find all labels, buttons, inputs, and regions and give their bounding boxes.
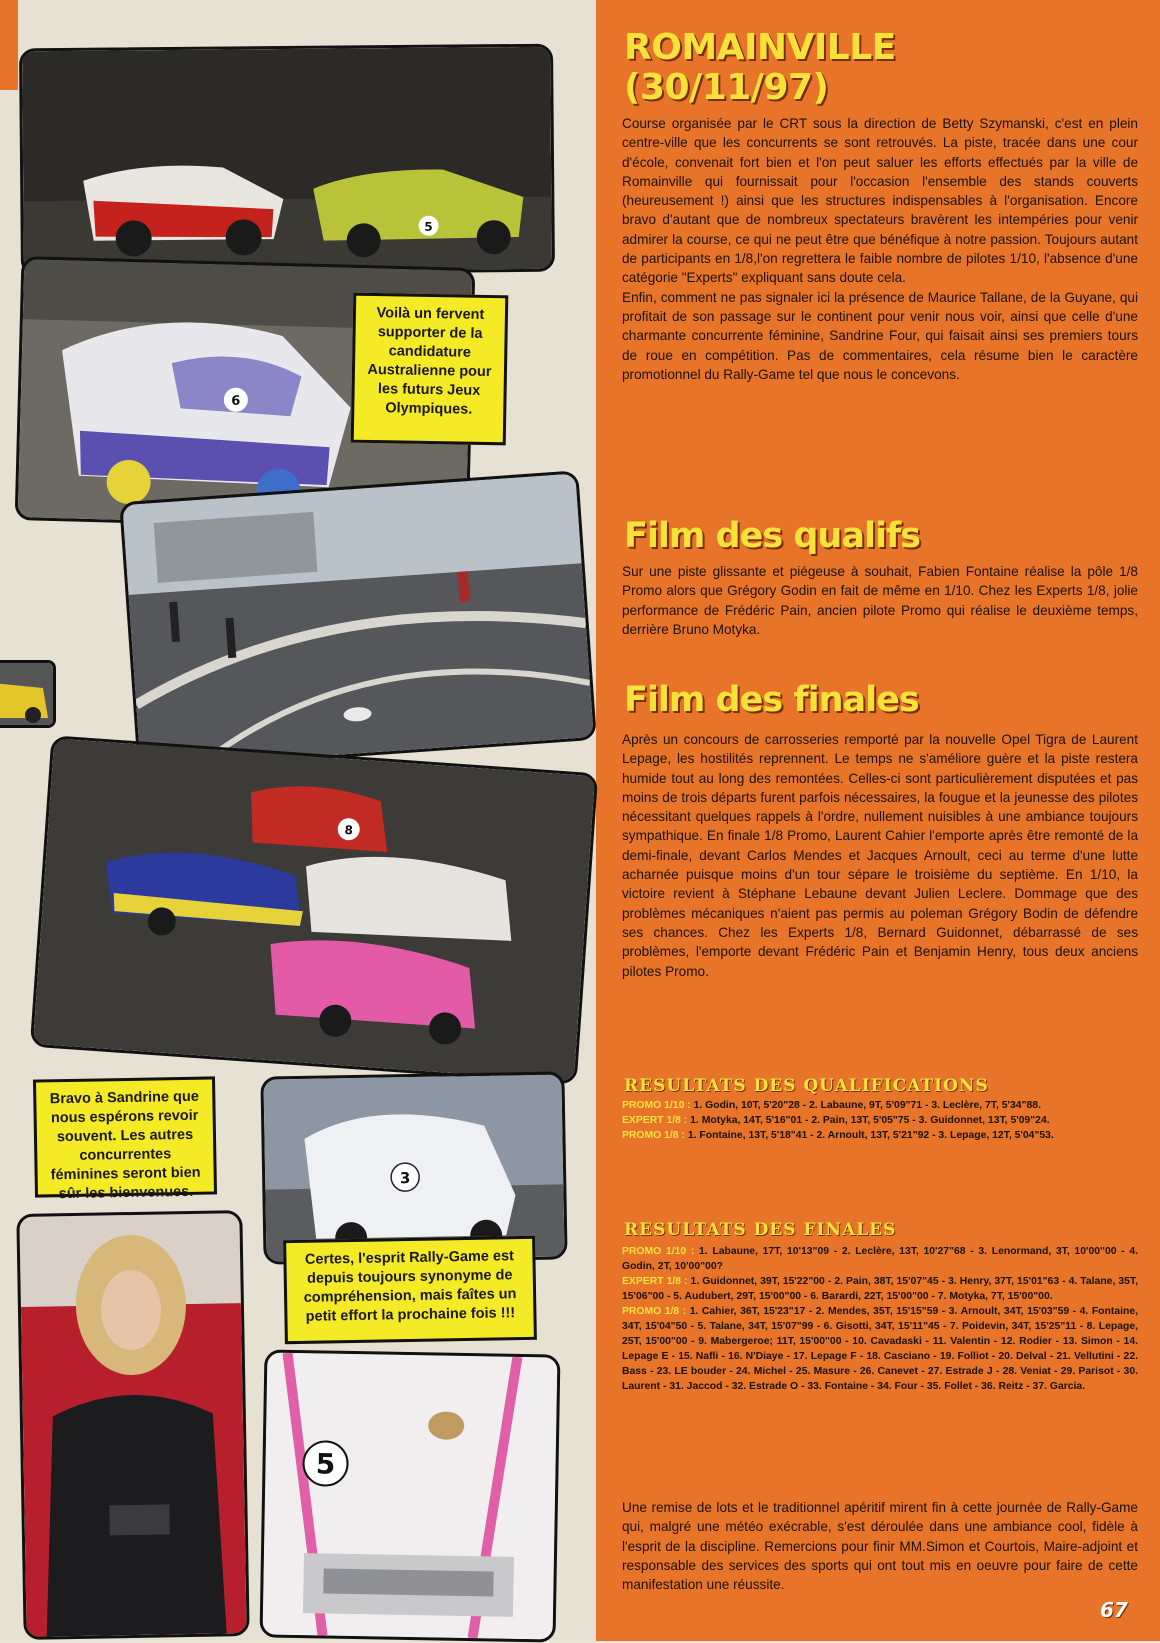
quali-results-heading: RESULTATS DES QUALIFICATIONS [624,1076,989,1096]
quali-results [622,1098,1138,1143]
quali-result-label: EXPERT 1/8 : [622,1115,688,1126]
qualifs-heading: Film des qualifs [624,516,921,556]
quali-result-row [622,1113,1138,1128]
caption-australian-supporter [351,293,509,446]
car-number-e: 5 [315,1447,336,1481]
photo-sandrine-portrait [16,1210,249,1640]
closing-text: Une remise de lots et le traditionnel apéritif mirent fin à cette journée de Rally-Game qui, malgré une météo exécrable, s'est déroulée dans une ambiance cool, fidèle à l'esprit de la discipline. Remercions pour finir MM.Simon et Courtois, Maire-adjoint et responsable des services des sports qui ont tout mis en oeuvre pour faire de cette manifestation une réussite. [622,1500,1138,1593]
finales-text: Après un concours de carrosseries remporté par la nouvelle Opel Tigra de Laurent Lepage, les hostilités reprennent. Le temps ne s'améliore guère et la piste restera humide tout au long des remontées. Celles-ci sont particulièrement disputées et pas moins de trois départs furent parfois nécessaires, la fougue et la jeunesse des pilotes nécessitant quelques rappels à l'ordre, nullement nuisibles à une ambiance toujours sympathique. En finale 1/8 Promo, Laurent Cahier l'emporte après être remonté de la demi-finale, devant Carlos Mendes et Jacques Arnoult, ceci au terme d'une lutte acharnée puisque moins d'un tour sépare le troisième du septième. En 1/10, la victoire revient à Stéphane Lebaune devant Julien Leclere. Dommage que des problèmes mécaniques n'aient pas permis au poleman Grégory Bodin de défendre ses chances. Chez les Experts 1/8, Bernard Guidonnet, débarrassé de ses problèmes, l'emporte devant Frédéric Pain et Benjamin Henry, tous deux anciens pilotes Promo. [622,732,1138,979]
caption-sandrine [33,1076,217,1203]
finales-heading: Film des finales [624,680,919,720]
quali-result-label: PROMO 1/10 : [622,1100,691,1111]
final-result-label: PROMO 1/10 : [622,1246,695,1257]
final-results-heading: RESULTATS DES FINALES [624,1220,897,1240]
final-result-text: 1. Labaune, 17T, 10'13"09 - 2. Leclère, 13T, 10'27"68 - 3. Lenormand, 3T, 10'00"00 - 4. Godin, 2T, 10'00"00? [622,1246,1138,1272]
final-result-row [622,1304,1138,1394]
article-title-line1: ROMAINVILLE [624,27,896,68]
photo-track-overview [119,470,597,771]
orange-edge-tab [0,0,18,90]
quali-result-text: 1. Motyka, 14T, 5'16"01 - 2. Pain, 13T, 5'05"75 - 3. Guidonnet, 13T, 5'09"24. [687,1115,1050,1126]
final-result-label: EXPERT 1/8 : [622,1276,688,1287]
quali-result-row [622,1128,1138,1143]
photo-painted-hood-car [260,1349,561,1642]
final-result-row [622,1274,1138,1304]
final-results [622,1244,1138,1394]
photo-yellow-car-edge [0,660,56,728]
caption-rally-game-spirit [283,1236,537,1344]
intro-paragraph-2: Enfin, comment ne pas signaler ici la présence de Maurice Tallane, de la Guyane, qui profitait de son passage sur le continent pour venir nous voir, ainsi que celle d'une charmante concurrente féminine, Sandrine Four, qui faisait ainsi ses premiers tours de roue en compétition. Pas de commentaires, cela résume bien le caractère promotionnel du Rally-Game tel que nous le concevons. [622,289,1138,382]
car-number-b: 6 [231,393,241,409]
car-number-c: 8 [343,822,354,838]
photo-two-rally-cars [19,44,555,277]
caption-australian-text: Voilà un fervent supporter de la candidature Australienne pour les futurs Jeux Olympiques. [367,305,492,418]
caption-sandrine-text: Bravo à Sandrine que nous espérons revoir souvent. Les autres concurrentes féminines seront bien sûr les bienvenues. [49,1088,201,1203]
caption-rally-game-text: Certes, l'esprit Rally-Game est depuis toujours synonyme de compréhension, mais faîtes un petit effort la prochaine fois !!! [303,1248,517,1325]
final-result-text: 1. Guidonnet, 39T, 15'22"00 - 2. Pain, 38T, 15'07"45 - 3. Henry, 37T, 15'01"63 - 4. Talane, 35T, 15'06"00 - 5. Audubert, 29T, 15'00"00 - 6. Barardi, 22T, 15'00"00 - 7. Motyka, 7T, 15'00"00. [622,1276,1138,1302]
car-number-a: 5 [424,219,433,234]
qualifs-text: Sur une piste glissante et piégeuse à souhait, Fabien Fontaine réalise la pôle 1/8 Promo alors que Grégory Godin en fait de même en 1/10. Chez les Experts 1/8, jolie performance de Frédéric Pain, ancien pilote Promo qui réalise le deuxième temps, derrière Bruno Motyka. [622,564,1138,637]
page-number: 67 [1100,1598,1128,1622]
intro-section [622,114,1138,384]
car-number-d: 3 [399,1169,411,1188]
photo-cars-racing [30,735,598,1084]
final-result-text: 1. Cahier, 36T, 15'23"17 - 2. Mendes, 35T, 15'15"59 - 3. Arnoult, 34T, 15'03"59 - 4. Fontaine, 34T, 15'04"50 - 5. Talane, 34T, 15'07"99 - 6. Gisotti, 34T, 15'11"45 - 7. Poidevin, 34T, 15'25"11 - 8. Lepage, 25T, 15'00"00 - 9. Mabergeroe; 11T, 15'00"00 - 10. Cavadaski - 11. Valentin - 12. Rodier - 13. Simon - 14. Lepage E - 15. Nafli - 16. N'Diaye - 17. Lepage F - 18. Casciano - 19. Folliot - 20. Delval - 21. Vellutini - 22. Bass - 23. LE bouder - 24. Michel - 25. Masure - 26. Canevet - 27. Estrade J - 28. Veniat - 29. Parisot - 30. Laurent - 31. Jaccod - 32. Estrade O - 33. Fontaine - 34. Four - 35. Follet - 36. Reitz - 37. Garcia. [622,1306,1138,1392]
quali-result-text: 1. Godin, 10T, 5'20"28 - 2. Labaune, 9T, 5'09"71 - 3. Leclère, 7T, 5'34"88. [690,1100,1041,1111]
intro-paragraph-1: Course organisée par le CRT sous la direction de Betty Szymanski, c'est en plein centre-ville que les concurrents se sont retrouvés. La piste, tracée dans une cour d'école, convenait fort bien et l'on peut saluer les efforts effectués par la ville de Romainville qui fournissait pour l'occasion l'ensemble des stands couverts (heureusement !) ainsi que les structures indispensables à l'organisation. Encore bravo d'autant que de nombreux spectateurs bravèrent les intempéries pour venir admirer la course, ce qui ne peut être que bénéfique à notre passion. Toujours autant de participants en 1/8,l'on regrettera le faible nombre de pilotes 1/10, l'absence d'une catégorie "Experts" expliquant sans doute cela. [622,116,1138,286]
quali-result-row [622,1098,1138,1113]
final-result-row [622,1244,1138,1274]
quali-result-label: PROMO 1/8 : [622,1130,685,1141]
final-result-label: PROMO 1/8 : [622,1306,687,1317]
article-title-line2: (30/11/97) [624,67,829,108]
quali-result-text: 1. Fontaine, 13T, 5'18"41 - 2. Arnoult, 13T, 5'21"92 - 3. Lepage, 12T, 5'04"53. [684,1130,1054,1141]
